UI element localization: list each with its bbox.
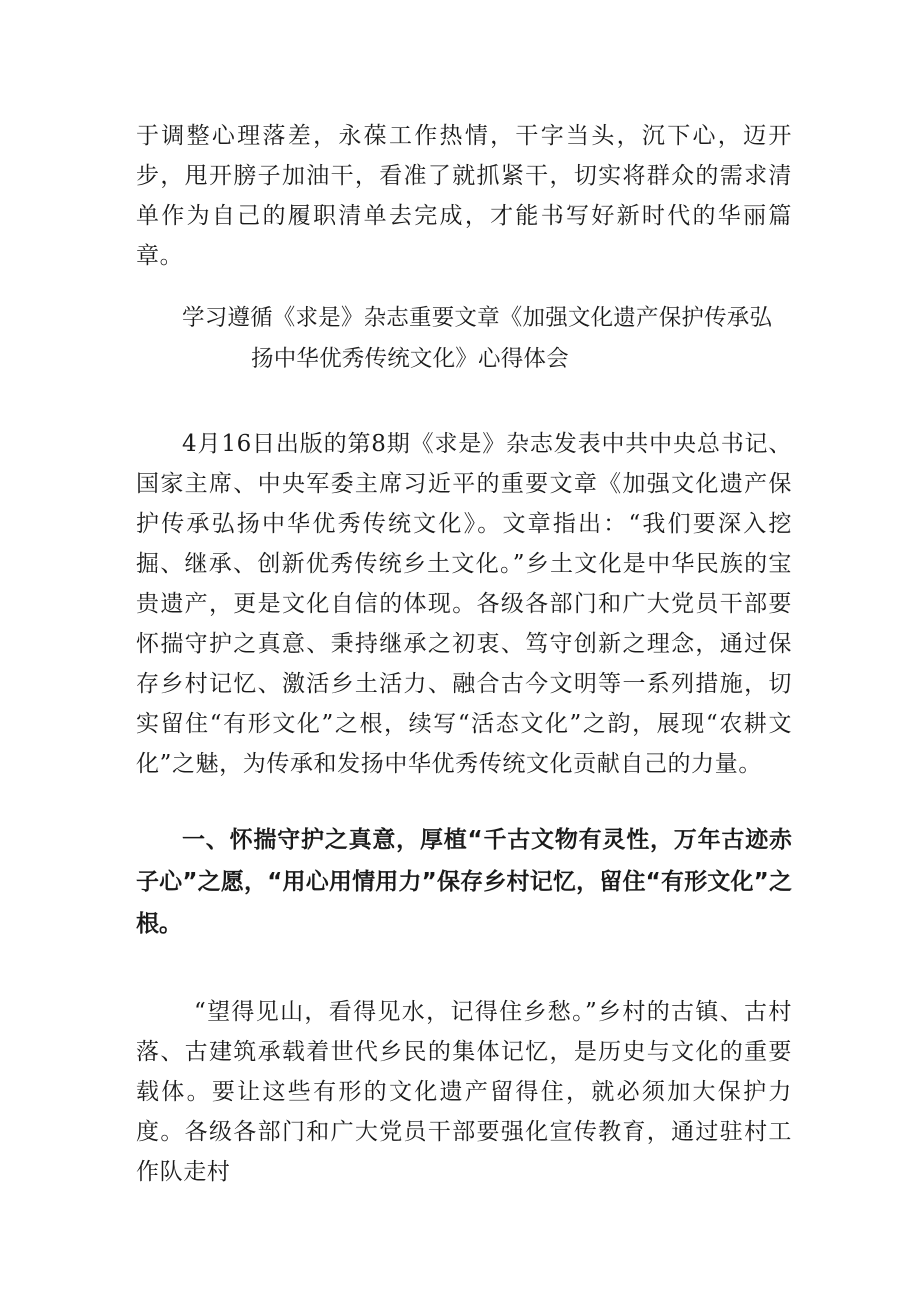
article-title-line1: 学习遵循《求是》杂志重要文章《加强文化遗产保护传承弘 <box>182 305 773 331</box>
paragraph-intro: 4月16日出版的第8期《求是》杂志发表中共中央总书记、国家主席、中央军委主席习近平的重要文章《加强文化遗产保护传承弘扬中华优秀传统文化》。文章指出：“我们要深入挖掘、继承、创新优秀传统乡土文化。”乡土文化是中华民族的宝贵遗产，更是文化自信的体现。各级各部门和广大党员干部要怀揣守护之真意、秉持继承之初衷、笃守创新之理念，通过保存乡村记忆、激活乡土活力、融合古今文明等一系列措施，切实留住“有形文化”之根，续写“活态文化”之韵，展现“农耕文化”之魅，为传承和发扬中华优秀传统文化贡献自己的力量。 <box>136 431 792 777</box>
article-title-line2: 扬中华优秀传统文化》心得体会 <box>251 346 569 372</box>
paragraph-continuation: 于调整心理落差，永葆工作热情，干字当头，沉下心，迈开步，甩开膀子加油干，看准了就抓紧干，切实将群众的需求清单作为自己的履职清单去完成，才能书写好新时代的华丽篇章。 <box>136 123 792 269</box>
section-heading-1: 一、怀揣守护之真意，厚植“千古文物有灵性，万年古迹赤子心”之愿，“用心用情用力”保存乡村记忆，留住“有形文化”之根。 <box>136 827 792 937</box>
paragraph-section-1: “望得见山，看得见水，记得住乡愁。”乡村的古镇、古村落、古建筑承载着世代乡民的集体记忆，是历史与文化的重要载体。要让这些有形的文化遗产留得住，就必须加大保护力度。各级各部门和广大党员干部要强化宣传教育，通过驻村工作队走村 <box>136 999 792 1185</box>
